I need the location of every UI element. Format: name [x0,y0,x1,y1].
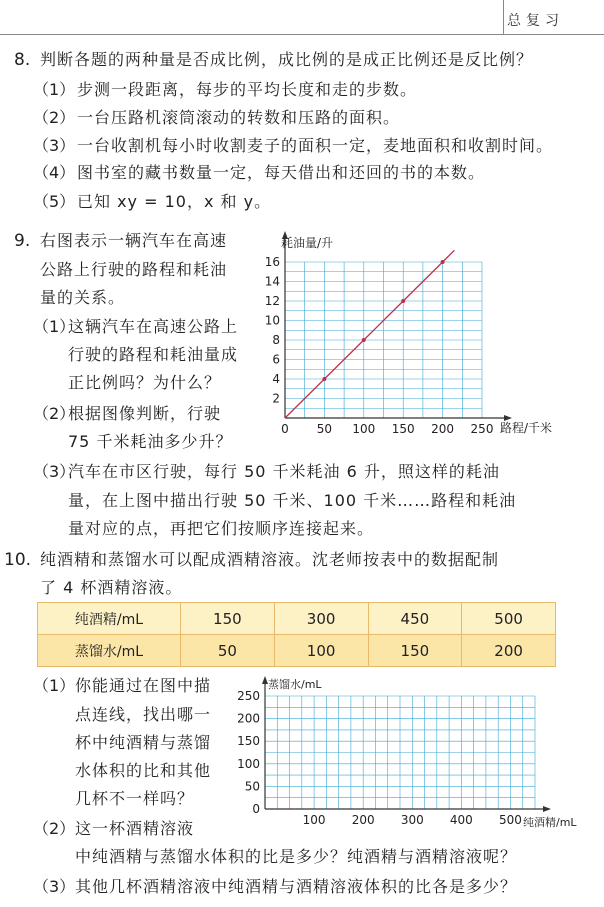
q8-item-3-label: （3） [33,136,76,155]
y-tick-label: 14 [264,274,280,289]
table-row [38,603,556,635]
q10-item-2-label: （2） [33,819,76,838]
q10-item-1-line-3: 杯中纯酒精与蒸馏 [75,733,212,752]
header-divider [503,0,504,34]
q8-item-2-text: 一台压路机滚筒滚动的转数和压路的面积。 [77,108,401,127]
x-axis-arrow [543,806,551,812]
q9-item-1-line-2: 行驶的路程和耗油量成 [68,345,239,364]
table-cell: 300 [274,603,368,635]
q9-number: 9. [14,231,31,251]
q9-item-2-label: （2） [33,404,76,423]
q10-item-2-line-1: 这一杯酒精溶液 [75,819,195,838]
table-row-label: 纯酒精/mL [38,603,181,635]
y-tick-label: 250 [237,689,260,703]
table-cell: 150 [368,635,462,667]
y-tick-label: 50 [244,779,260,794]
x-axis-label: 路程/千米 [500,421,553,435]
alcohol-water-chart [232,672,577,834]
y-tick-label: 8 [272,333,280,347]
q8-item-2-label: （2） [33,108,76,127]
y-tick-label: 200 [237,711,260,726]
q9-item-1-line-3: 正比例吗？为什么？ [68,373,222,392]
q10-number: 10. [4,550,32,570]
x-tick-label: 100 [352,422,376,436]
q10-item-1-line-5: 几杯不一样吗？ [75,789,195,808]
x-tick-label: 250 [470,422,494,436]
q10-item-1-label: （1） [33,676,76,695]
x-tick-label: 300 [400,813,424,827]
q8-item-4-text: 图书室的藏书数量一定，每天借出和还回的书的本数。 [77,163,486,182]
table-cell: 500 [462,603,556,635]
data-point [322,377,326,381]
y-tick-label: 6 [272,352,280,367]
table-cell: 100 [274,635,368,667]
data-point [362,338,366,342]
y-tick-label: 2 [272,391,280,406]
q9-item-1-label: （1） [33,317,76,336]
y-tick-label: 0 [252,802,260,816]
q8-item-1-text: 步测一段距离，每步的平均长度和走的步数。 [77,80,418,99]
q10-item-2-line-2: 中纯酒精与蒸馏水体积的比是多少？纯酒精与酒精溶液呢？ [75,847,518,866]
y-tick-label: 4 [272,372,280,386]
header-rule [0,34,604,35]
y-tick-label: 10 [264,313,280,328]
fuel-distance-chart [240,225,580,447]
q9-item-3-line-1: 汽车在市区行驶，每行 50 千米耗油 6 升，照这样的耗油 [68,462,500,481]
q10-item-3-label: （3） [33,877,76,896]
y-axis-label: 耗油量/升 [281,236,334,250]
q8-number: 8. [14,50,31,70]
y-tick-label: 150 [237,734,260,749]
table-cell: 450 [368,603,462,635]
x-tick-label: 200 [431,422,455,436]
q9-item-2-line-2: 75 千米耗油多少升？ [68,432,233,451]
q9-item-1-line-1: 这辆汽车在高速公路上 [68,317,239,336]
x-tick-label: 100 [302,813,326,827]
y-axis-label: 蒸馏水/mL [268,678,322,691]
q9-intro-line-3: 量的关系。 [40,288,126,307]
table-cell: 200 [462,635,556,667]
q8-prompt: 判断各题的两种量是否成比例，成比例的是成正比例还是反比例？ [40,50,534,69]
q8-item-1-label: （1） [33,80,76,99]
q8-item-3-text: 一台收割机每小时收割麦子的面积一定，麦地面积和收割时间。 [77,136,554,155]
q10-item-1-line-2: 点连线，找出哪一 [75,705,212,724]
x-tick-label: 0 [281,422,289,436]
table-cell: 50 [181,635,275,667]
q9-intro-line-1: 右图表示一辆汽车在高速 [40,231,228,250]
q9-intro-line-2: 公路上行驶的路程和耗油 [40,260,228,279]
x-tick-label: 500 [499,813,522,827]
x-tick-label: 150 [391,422,415,436]
table-cell: 150 [181,603,275,635]
y-tick-label: 100 [237,756,260,771]
x-tick-label: 400 [449,813,473,827]
section-title: 总复习 [507,13,564,29]
y-tick-label: 16 [264,255,280,269]
q9-item-3-line-2: 量，在上图中描出行驶 50 千米、100 千米……路程和耗油 [68,491,517,510]
q10-item-1-line-1: 你能通过在图中描 [75,676,212,695]
q8-item-5-text: 已知 xy = 10，x 和 y。 [77,192,272,211]
q8-item-4-label: （4） [33,163,76,182]
q10-item-1-line-4: 水体积的比和其他 [75,761,212,780]
table-row-label: 蒸馏水/mL [38,635,181,667]
q10-intro-line-2: 了 4 杯酒精溶液。 [40,578,183,597]
data-point [401,299,405,303]
q8-item-5-label: （5） [33,192,76,211]
q10-intro-line-1: 纯酒精和蒸馏水可以配成酒精溶液。沈老师按表中的数据配制 [40,550,500,569]
q9-item-3-label: （3） [33,462,76,481]
table-row [38,635,556,667]
data-point [441,260,445,264]
y-tick-label: 12 [264,294,280,308]
q9-item-2-line-1: 根据图像判断，行驶 [68,404,222,423]
q10-item-3-line-1: 其他几杯酒精溶液中纯酒精与酒精溶液体积的比各是多少？ [75,877,518,896]
q9-item-3-line-3: 量对应的点，再把它们按顺序连接起来。 [68,519,375,538]
x-tick-label: 50 [316,422,333,436]
x-axis-label: 纯酒精/mL [523,816,577,829]
x-tick-label: 200 [351,813,375,827]
solution-table [37,602,556,667]
fuel-line-series [285,250,454,418]
